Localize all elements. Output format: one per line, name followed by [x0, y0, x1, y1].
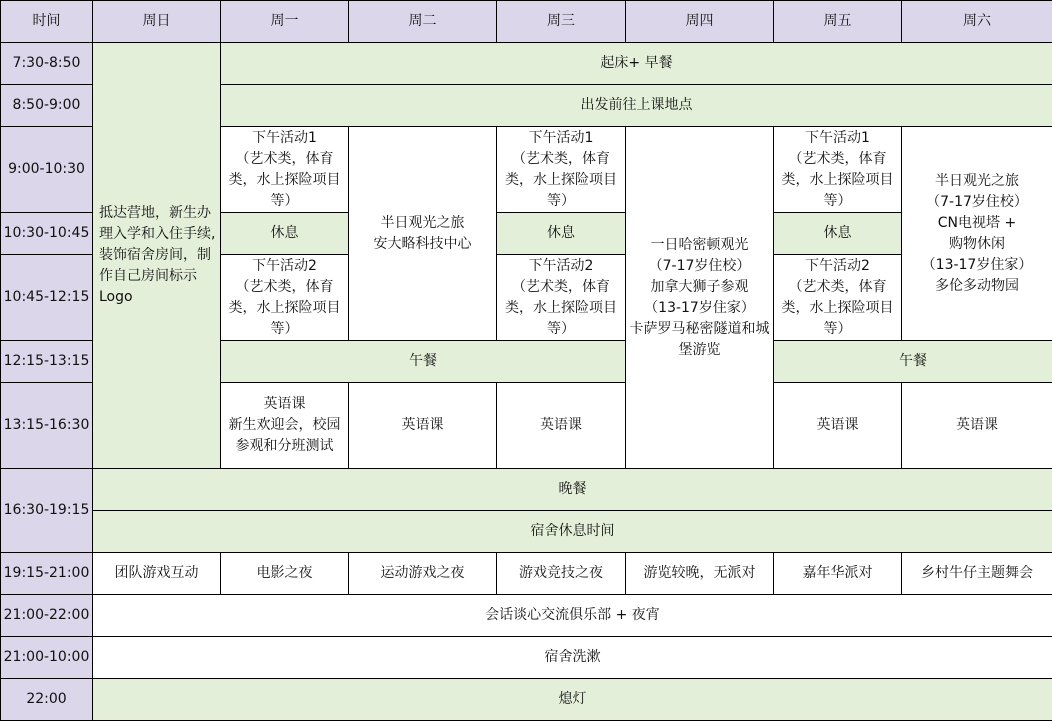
activity2-cell-friday: 下午活动2 （艺术类，体育类，水上探险项目等）	[774, 255, 902, 341]
dinner-cell: 晚餐	[93, 469, 1052, 511]
dorm-rest-cell: 宿舍休息时间	[93, 511, 1052, 553]
activity2-cell-monday: 下午活动2 （艺术类，体育类，水上探险项目等）	[221, 255, 349, 341]
english-cell-friday: 英语课	[774, 383, 902, 469]
club-cell: 会话谈心交流俱乐部 + 夜宵	[93, 595, 1052, 637]
time-cell: 16:30-19:15	[1, 469, 93, 553]
english-cell-tuesday: 英语课	[349, 383, 497, 469]
monday-english-cell: 英语课 新生欢迎会，校园参观和分班测试	[221, 383, 349, 469]
lunch-cell-fri-sat: 午餐	[774, 341, 1052, 383]
time-cell: 9:00-10:30	[1, 127, 93, 213]
depart-cell: 出发前往上课地点	[221, 85, 1052, 127]
header-sunday: 周日	[93, 1, 221, 43]
activity2-cell-wednesday: 下午活动2 （艺术类，体育类，水上探险项目等）	[497, 255, 626, 341]
evening-cell-wednesday: 游戏竞技之夜	[497, 553, 626, 595]
lights-out-cell: 熄灯	[93, 679, 1052, 721]
header-wednesday: 周三	[497, 1, 626, 43]
breakfast-cell: 起床+ 早餐	[221, 43, 1052, 85]
evening-cell-saturday: 乡村牛仔主题舞会	[902, 553, 1052, 595]
lunch-cell-mon-wed: 午餐	[221, 341, 626, 383]
saturday-tour-cell: 半日观光之旅 （7-17岁住校） CN电视塔 + 购物休闲 （13-17岁住家） 多伦多动物园	[902, 127, 1052, 341]
evening-cell-tuesday: 运动游戏之夜	[349, 553, 497, 595]
activity1-cell-wednesday: 下午活动1 （艺术类，体育类，水上探险项目等）	[497, 127, 626, 213]
tuesday-tour-cell: 半日观光之旅 安大略科技中心	[349, 127, 497, 341]
time-cell: 19:15-21:00	[1, 553, 93, 595]
activity1-cell-monday: 下午活动1 （艺术类，体育类，水上探险项目等）	[221, 127, 349, 213]
time-cell: 21:00-22:00	[1, 595, 93, 637]
activity1-cell-friday: 下午活动1 （艺术类，体育类，水上探险项目等）	[774, 127, 902, 213]
english-cell-wednesday: 英语课	[497, 383, 626, 469]
thursday-tour-cell: 一日哈密顿观光 （7-17岁住校） 加拿大狮子参观 （13-17岁住家） 卡萨罗马秘密隧道和城堡游览	[626, 127, 774, 469]
evening-cell-friday: 嘉年华派对	[774, 553, 902, 595]
rest-cell-monday: 休息	[221, 213, 349, 255]
rest-cell-wednesday: 休息	[497, 213, 626, 255]
header-friday: 周五	[774, 1, 902, 43]
time-cell: 13:15-16:30	[1, 383, 93, 469]
time-cell: 12:15-13:15	[1, 341, 93, 383]
evening-cell-thursday: 游览较晚，无派对	[626, 553, 774, 595]
time-cell: 7:30-8:50	[1, 43, 93, 85]
header-saturday: 周六	[902, 1, 1052, 43]
evening-cell-monday: 电影之夜	[221, 553, 349, 595]
header-monday: 周一	[221, 1, 349, 43]
time-cell: 21:00-10:00	[1, 637, 93, 679]
evening-cell-sunday: 团队游戏互动	[93, 553, 221, 595]
header-thursday: 周四	[626, 1, 774, 43]
header-time: 时间	[1, 1, 93, 43]
sunday-arrival-cell: 抵达营地，新生办理入学和入住手续,装饰宿舍房间，制作自己房间标示Logo	[93, 43, 221, 469]
header-tuesday: 周二	[349, 1, 497, 43]
time-cell: 22:00	[1, 679, 93, 721]
english-cell-saturday: 英语课	[902, 383, 1052, 469]
time-cell: 10:45-12:15	[1, 255, 93, 341]
time-cell: 8:50-9:00	[1, 85, 93, 127]
wash-cell: 宿舍洗漱	[93, 637, 1052, 679]
time-cell: 10:30-10:45	[1, 213, 93, 255]
rest-cell-friday: 休息	[774, 213, 902, 255]
